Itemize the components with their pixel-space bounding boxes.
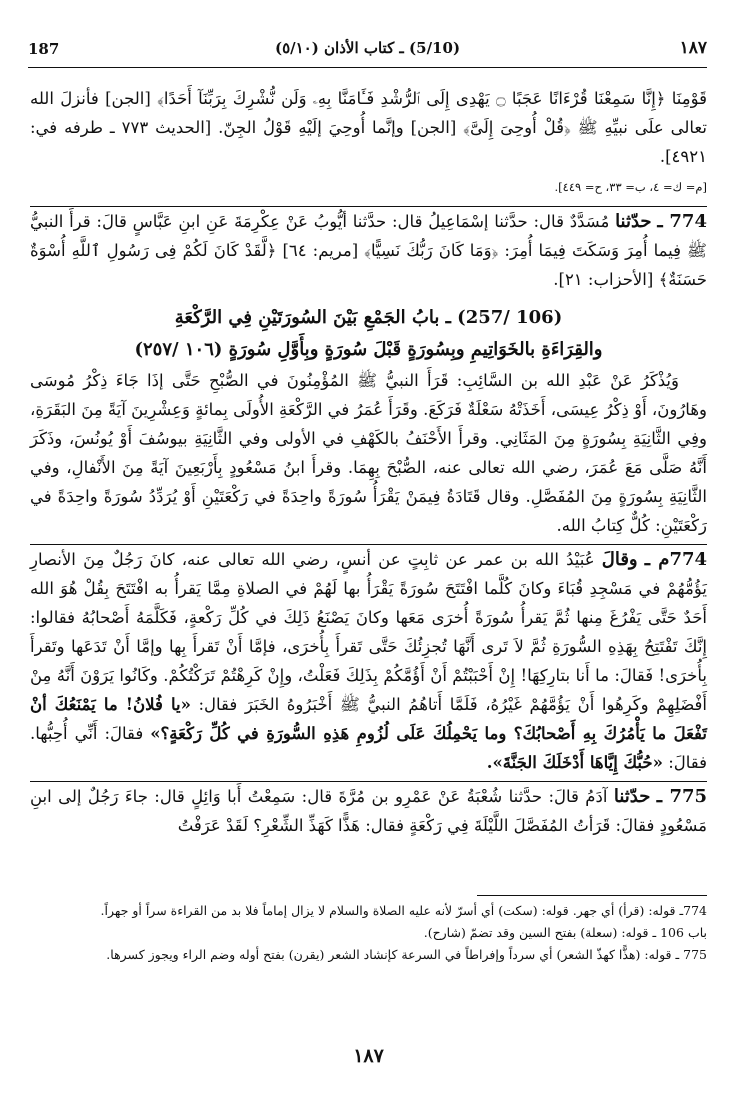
- page-number-latin: 187: [28, 40, 60, 58]
- hadith-775: [30, 782, 707, 840]
- chapter-heading-line2: والقِرَاءَةِ بالخَوَاتِيمِ وبِسُورَةٍ قَبْلَ سُورَةٍ وبِأَوَّلِ سُورَةٍ (١٠٦ /٢٥٧): [134, 339, 603, 360]
- prophet-quote-2: «حُبُّكَ إِيَّاهَا أَدْخَلَكَ الجَنَّةَ».: [486, 753, 663, 772]
- page-header: [28, 36, 707, 66]
- hadith-number: 775 ـ: [656, 786, 708, 807]
- footnotes: [30, 900, 707, 966]
- chapter-intro: [30, 366, 707, 540]
- prophet-quote: «يا فُلانُ! ما يَمْنَعُكَ أنْ تَفْعَلَ ما يَأْمُرُكَ بِهِ أَصْحابُكَ؟ وما يَحْمِلُكَ عَلَى لُزُومِ هَذِهِ السُّورَةِ في كُلِّ رَكْعَةٍ؟»: [30, 695, 707, 743]
- hadith-text-tail: فقالَ: أَنِّي أُحِبُّها. فقالَ:: [30, 724, 707, 772]
- paragraph-773-ref-line: [30, 171, 707, 202]
- footnote: 774ـ قوله: (قرأ) أي جهر. قوله: (سكت) أي أسرّ لأنه عليه الصلاة والسلام لا يزال إماماً فلا بد من القراءة سراً أو جهراً.: [100, 903, 707, 918]
- chapter-intro-text: وَيُذْكَرُ عَنْ عَبْدِ الله بن السَّائِبِ: قَرَأَ النبيُّ ﷺ المُؤْمِنُونَ في الصُّبْحِ حَتَّى إذَا جَاءَ ذِكْرُ مُوسَى وهَارُونَ، أَوْ ذِكْرُ عِيسَى، أَخَذَتْهُ سَعْلَةٌ فَرَكَعَ. وقَرَأَ عُمَرُ في الرَّكْعَةِ الأُولَى بِمائةٍ وَعِشْرِينَ آيَةً مِنَ البَقَرَةِ، وفِي الثَّانِيَةِ بِسُورَةٍ مِنَ المَثَانِي. وقرأَ الأَحْنَفُ بالكَهْفِ في الأولى وفي الثَّانِيَةِ بيوسُفَ أَوْ يُونُسَ، وذَكَرَ أَنَّهُ صَلَّى مَعَ عُمَرَ، رضي الله تعالى عنه، الصُّبْحَ بِهِمَا. وقرأَ ابنُ مَسْعُودٍ بِأَرْبَعِينَ آيَةً مِنَ الأَنْفالِ، وفي الثَّانِيَةِ بِسُورَةٍ مِنَ المُفَصَّلِ. وقال قَتَادَةُ فِيمَنْ يَقْرَأُ سُورَةً واحِدَةً في رَكْعَتَيْنِ أَوْ يُرَدِّدُ سُورَةً واحِدَةً في رَكْعَتَيْنِ: كُلٌّ كِتابُ الله.: [30, 371, 707, 535]
- footnote: باب 106 ـ قوله: (سعلة) بفتح السين وقد تضمّ (شارح).: [423, 925, 707, 940]
- paragraph-773-text: قَوْمِنَا ﴿إِنَّا سَمِعْنَا قُرْءَانًا عَجَبًا ۝ يَهْدِى إِلَى ٱلرُّشْدِ فَـَٔامَنَّا بِهِۦ وَلَن نُّشْرِكَ بِرَبِّنَآ أَحَدًا﴾ [الجن] فأنزلَ الله تعالى علَى نبيِّهِ ﷺ ﴿قُلْ أُوحِىَ إِلَىَّ﴾ [الجن] وإنَّما أُوحِيَ إلَيْهِ قَوْلُ الجِنّ. [الحديث ٧٧٣ ـ طرفه في: ٤٩٢١].: [30, 89, 707, 166]
- footnote: 775 ـ قوله: (هذًّا كهذّ الشعر) أي سرداً وإفراطاً في السرعة كإنشاد الشعر (يقرن) بفتح أوله وضم الراء ويجوز كسرها.: [106, 947, 707, 962]
- hadith-reference: [م= ك= ٤، ب= ٣٣، ح= ٤٤٩].: [554, 180, 707, 194]
- chapter-heading-line1: (106 /257) ـ بابُ الجَمْعِ بَيْنَ السُورَتَيْنِ فِي الرَّكْعَةِ: [174, 307, 563, 328]
- hadith-774: [30, 207, 707, 294]
- hadith-number: 774 ـ: [657, 211, 707, 232]
- hadith-number: 774م ـ: [644, 549, 708, 570]
- hadith-lead: حدّثنا: [613, 786, 651, 807]
- hadith-text: مُسَدَّدٌ قال: حدَّثنا إسْمَاعِيلُ قال: حدَّثنا أيُّوبُ عَنْ عِكْرِمَةَ عَنِ ابنِ عَبَّاسٍ قالَ: قرأَ النبيُّ ﷺ فِيما أُمِرَ وَسَكَتَ فِيمَا أُمِرَ: ﴿وَمَا كَانَ رَبُّكَ نَسِيًّا﴾ [مريم: ٦٤] ﴿لَّقَدْ كَانَ لَكُمْ فِى رَسُولِ ٱللَّهِ أُسْوَةٌ حَسَنَةٌ﴾ [الأحزاب: ٢١].: [30, 212, 707, 289]
- hadith-774m: [30, 545, 707, 777]
- footnote-rule: [477, 895, 707, 896]
- page-footer-number: ١٨٧: [353, 1045, 384, 1067]
- hadith-text: آدَمُ قالَ: حدَّثنا شُعْبَةُ عَنْ عَمْرِو بن مُرَّةَ قال: سَمِعْتُ أَبا وَائِلٍ قال: جاءَ رَجُلٌ إلى ابنِ مَسْعُودٍ فقالَ: قَرَأتُ المُفَصَّلَ اللَّيْلَةَ فِي رَكْعَةٍ فقال: هَذًّا كَهَذِّ الشِّعْرِ؟ لَقَدْ عَرَفْتُ: [30, 787, 707, 835]
- hadith-lead: حدّثنا: [615, 211, 652, 232]
- hadith-lead: وقالَ: [601, 549, 638, 570]
- header-rule: [28, 67, 707, 68]
- page-number-arabic: ١٨٧: [679, 38, 707, 58]
- paragraph-773-end: [30, 84, 707, 171]
- hadith-text: عُبَيْدُ الله بن عمر عن ثابِتٍ عن أنسٍ، رضي الله تعالى عنه، كانَ رَجُلٌ مِنَ الأنصارِ يَؤُمُّهُمْ في مَسْجِدِ قُبَاءَ وكانَ كُلَّما افْتَتَحَ سُورَةً يَقْرَأُ بها لَهُمْ في الصلاةِ مِمَّا يَقرأُ به افْتَتَحَ بِقُلْ هُوَ الله أَحَدٌ حَتَّى يَفْرُغَ مِنها ثُمَّ يَقرأُ سُورَةً أُخرَى مَعَها وكانَ يَصْنَعُ ذَلِكَ في كُلِّ رَكْعةٍ، فَكَلَّمَهُ أَصْحابُهُ فقالوا: إِنَّكَ تَفْتَتِحُ بِهَذِهِ السُّورَةِ ثُمَّ لاَ تَرى أَنَّهَا تُجزِئُكَ حَتَّى تَقرأَ بِأُخرَى، فإمَّا أَنْ تَقرأَ بِها وإمَّا أَنْ تَدَعَها وتَقرأَ بِأُخرَى! فَقالَ: ما أَنا بتارِكِهَا! إِنْ أَحْبَبْتُمْ أَنْ أَؤُمَّكُمْ بِذَلِكَ فَعَلْتُ، وإِنْ كَرِهْتُمْ تَرَكْتُكُمْ. وكَانُوا يَرَوْنَ أَنَّهُ مِنْ أَفْضَلِهِمْ وكَرِهُوا أَنْ يَؤُمَّهُمْ غَيْرُهُ، فَلَمَّا أَتاهُمُ النبيُّ ﷺ أَخْبَرُوهُ الخَبَرَ فقال:: [30, 550, 708, 714]
- running-title: (5/10) ـ كتاب الأذان (٥/١٠): [274, 39, 461, 57]
- main-text: [30, 84, 707, 840]
